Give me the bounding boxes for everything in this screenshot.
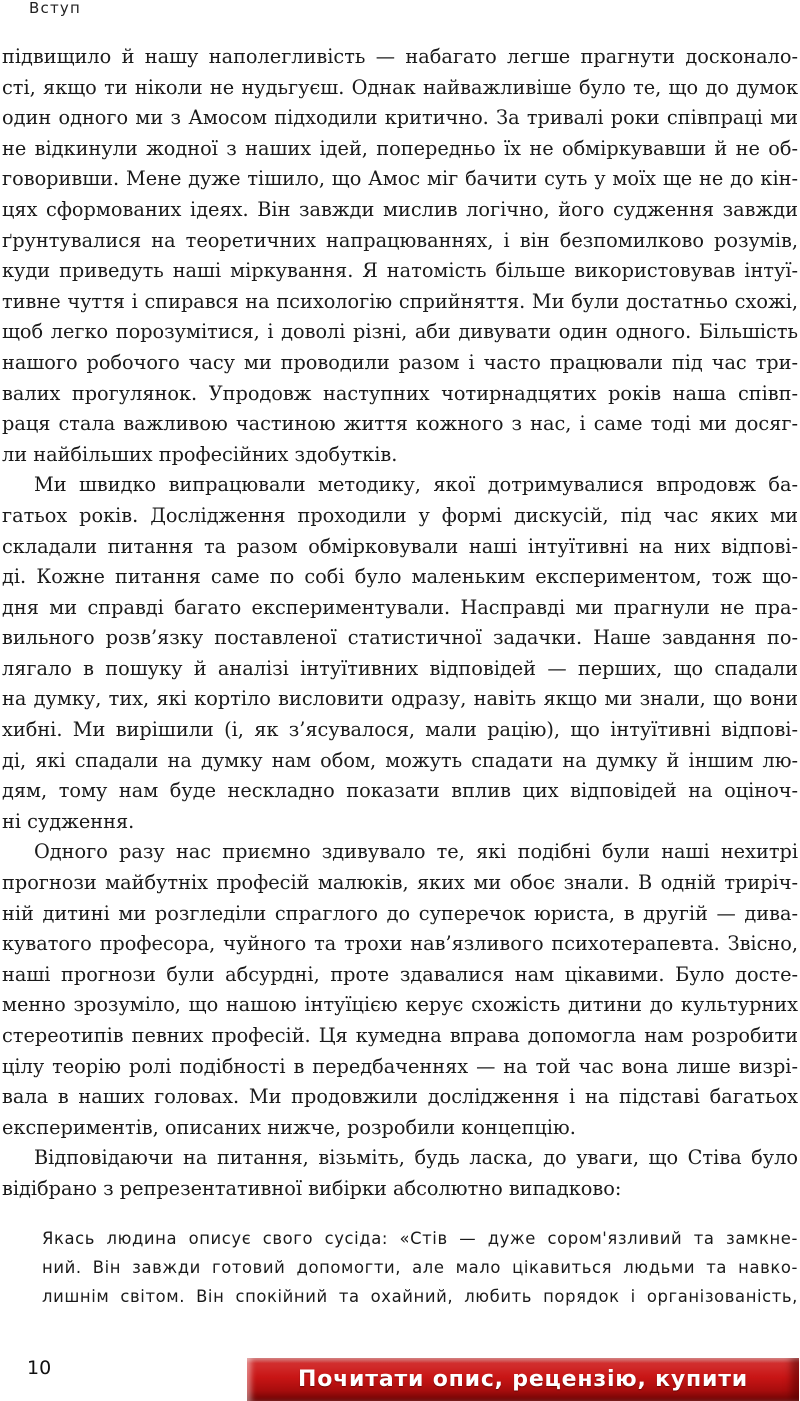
text-line: відібрано з репрезентативної вибірки абсолютно випадково:: [2, 1176, 622, 1200]
text-line: ді. Кожне питання саме по собі було маленьким експериментом, тож що-: [2, 565, 798, 589]
text-line: прогнози майбутніх професій малюків, яких ми обоє знали. В одній триріч-: [2, 871, 798, 895]
text-line: раця стала важливою частиною життя кожного з нас, і саме тоді ми досяг-: [2, 412, 798, 436]
buy-book-banner-button[interactable]: [247, 1358, 799, 1401]
text-line: валих прогулянок. Упродовж наступних чотирнадцятих років наша співп-: [2, 381, 798, 405]
text-line: щоб легко порозумітися, і доволі різні, аби дивувати один одного. Більшість: [2, 320, 798, 344]
buy-banner-label: Почитати опис, рецензію, купити: [298, 1367, 748, 1392]
paragraph-first-line: Одного разу нас приємно здивувало те, які подібні були наші нехитрі: [34, 840, 798, 864]
paragraph-first-line: Ми швидко випрацювали методику, якої дотримувалися впродовж ба-: [34, 473, 798, 497]
text-line: підвищило й нашу наполегливість — набагато легше прагнути досконало-: [2, 45, 798, 68]
text-line: на думку, тих, які кортіло висловити одразу, навіть якщо ми знали, що вони: [2, 687, 798, 711]
text-line: нашого робочого часу ми проводили разом і часто працювали під час три-: [2, 350, 798, 374]
text-line: не відкинули жодної з наших ідей, попередньо їх не обміркувавши й не об-: [2, 136, 798, 160]
body-text: [2, 42, 798, 1205]
text-line: говоривши. Мене дуже тішило, що Амос міг бачити суть у моїх ще не до кін-: [2, 167, 798, 191]
text-line: дям, тому нам буде нескладно показати вплив цих відповідей на оціноч-: [2, 779, 798, 803]
text-line: дня ми справді багато експериментували. Насправді ми прагнули не пра-: [2, 595, 798, 619]
text-line: сті, якщо ти ніколи не нудьгуєш. Однак найважливіше було те, що до думок: [2, 75, 798, 99]
text-line: менно зрозуміло, що нашою інтуїцією керує схожість дитини до культурних: [2, 993, 798, 1017]
text-line: цях сформованих ідеях. Він завжди мислив логічно, його судження завжди: [2, 197, 798, 221]
text-line: один одного ми з Амосом підходили критично. За тривалі роки співпраці ми: [2, 106, 798, 130]
running-head: Вступ: [29, 0, 81, 17]
text-line: ґрунтувалися на теоретичних напрацюваннях, і він безпомилково розумів,: [2, 228, 798, 252]
quote-line: лишнім світом. Він спокійний та охайний, любить порядок і організованість,: [42, 1287, 798, 1306]
text-line: ній дитині ми розгледіли спраглого до суперечок юриста, в другій — дива-: [2, 901, 798, 925]
text-line: гатьох років. Дослідження проходили у формі дискусій, під час яких ми: [2, 503, 798, 527]
text-line: куди приведуть наші міркування. Я натомість більше використовував інтуї-: [2, 259, 798, 283]
text-line: вала в наших головах. Ми продовжили дослідження і на підставі багатьох: [2, 1085, 798, 1109]
text-line: вильного розв’язку поставленої статистичної задачки. Наше завдання по-: [2, 626, 798, 650]
text-line: наші прогнози були абсурдні, проте здавалися нам цікавими. Було досте-: [2, 962, 798, 986]
text-line: ні судження.: [2, 809, 135, 833]
quote-line: ний. Він завжди готовий допомогти, але мало цікавиться людьми та навко-: [42, 1258, 798, 1277]
text-line: цілу теорію ролі подібності в передбаченнях — на той час вона лише визрі-: [2, 1054, 798, 1078]
text-line: стереотипів певних професій. Ця кумедна вправа допомогла нам розробити: [2, 1024, 798, 1047]
quote-line: Якась людина описує свого сусіда: «Стів — дуже сором'язливий та замкне-: [42, 1229, 798, 1248]
text-line: тивне чуття і спирався на психологію сприйняття. Ми були достатньо схожі,: [2, 289, 798, 313]
text-line: лягало в пошуку й аналізі інтуїтивних відповідей — перших, що спадали: [2, 656, 798, 680]
page-number: 10: [27, 1357, 52, 1379]
text-line: експериментів, описаних нижче, розробили концепцію.: [2, 1115, 576, 1139]
text-line: складали питання та разом обмірковували наші інтуїтивні на них відпові-: [2, 534, 798, 558]
text-line: хибні. Ми вирішили (і, як з’ясувалося, мали рацію), що інтуїтивні відпові-: [2, 718, 798, 742]
text-line: ли найбільших професійних здобутків.: [2, 442, 398, 466]
quote-block: [42, 1224, 798, 1311]
paragraph-first-line: Відповідаючи на питання, візьміть, будь ласка, до уваги, що Стіва було: [34, 1146, 798, 1170]
text-line: куватого професора, чуйного та трохи нав’язливого психотерапевта. Звісно,: [2, 932, 798, 956]
text-line: ді, які спадали на думку нам обом, можуть спадати на думку й іншим лю-: [2, 748, 798, 772]
